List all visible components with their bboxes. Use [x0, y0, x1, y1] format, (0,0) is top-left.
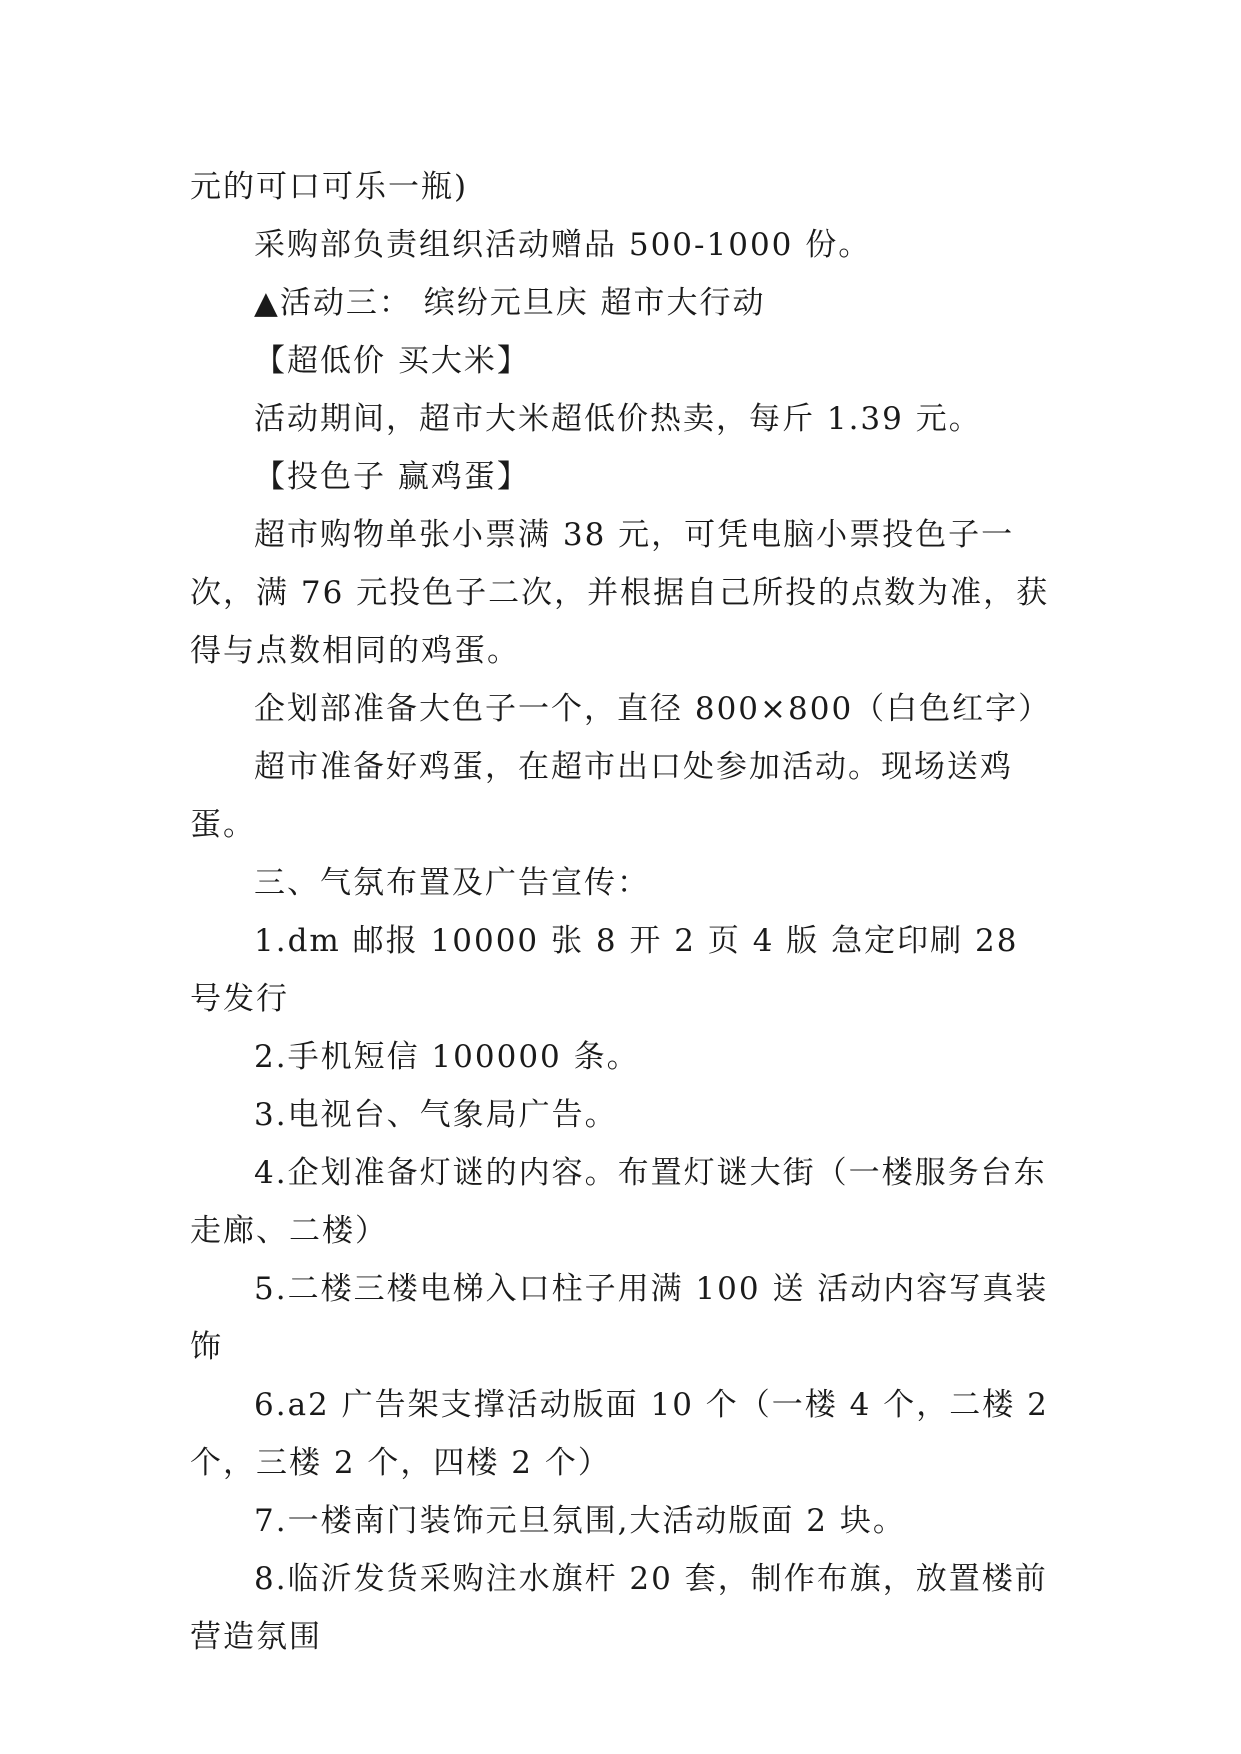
paragraph-8: 企划部准备大色子一个，直径 800×800（白色红字） — [254, 691, 1052, 727]
paragraph-5: 活动期间，超市大米超低价热卖，每斤 1.39 元。 — [254, 401, 982, 437]
list-item-6: 6.a2 广告架支撑活动版面 10 个（一楼 4 个，二楼 2 个，三楼 2 个，四楼 2 个） — [190, 1387, 1049, 1481]
paragraph-10-section-heading: 三、气氛布置及广告宣传： — [254, 865, 650, 901]
paragraph-7: 超市购物单张小票满 38 元，可凭电脑小票投色子一次，满 76 元投色子二次，并根据自己所投的点数为准，获得与点数相同的鸡蛋。 — [190, 517, 1050, 669]
list-item-7: 7.一楼南门装饰元旦氛围,大活动版面 2 块。 — [254, 1503, 906, 1539]
paragraph-3-heading: ▲活动三： 缤纷元旦庆 超市大行动 — [254, 285, 766, 321]
list-item-2: 2.手机短信 100000 条。 — [254, 1039, 640, 1075]
paragraph-4-subheading: 【超低价 买大米】 — [254, 343, 530, 379]
list-item-8: 8.临沂发货采购注水旗杆 20 套，制作布旗，放置楼前营造氛围 — [190, 1561, 1048, 1655]
paragraph-2: 采购部负责组织活动赠品 500-1000 份。 — [254, 227, 872, 263]
paragraph-6-subheading: 【投色子 赢鸡蛋】 — [254, 459, 530, 495]
document-body — [190, 158, 1052, 1666]
list-item-1: 1.dm 邮报 10000 张 8 开 2 页 4 版 急定印刷 28 号发行 — [190, 923, 1019, 1017]
paragraph-9: 超市准备好鸡蛋，在超市出口处参加活动。现场送鸡蛋。 — [190, 749, 1013, 843]
list-item-3: 3.电视台、气象局广告。 — [254, 1097, 618, 1133]
list-item-5: 5.二楼三楼电梯入口柱子用满 100 送 活动内容写真装饰 — [190, 1271, 1049, 1365]
paragraph-1: 元的可口可乐一瓶) — [190, 169, 469, 205]
list-item-4: 4.企划准备灯谜的内容。布置灯谜大街（一楼服务台东走廊、二楼） — [190, 1155, 1047, 1249]
